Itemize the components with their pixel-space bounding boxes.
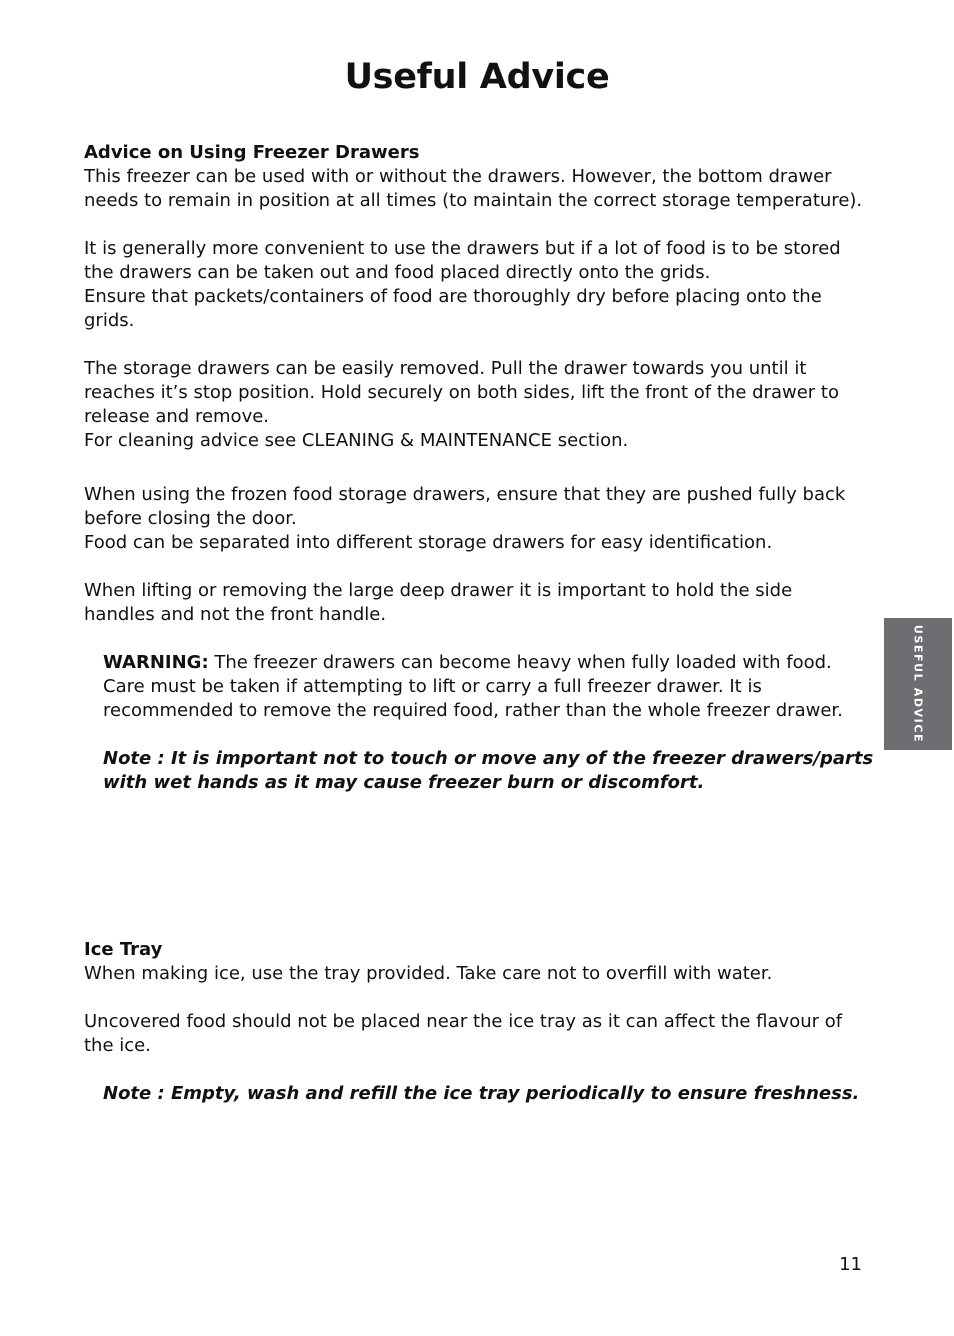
paragraph-line: Uncovered food should not be placed near the ice tray as it can affect the flavour of — [84, 1011, 843, 1032]
page-title: Useful Advice — [344, 57, 610, 97]
paragraph-line: release and remove. — [84, 406, 270, 427]
paragraph-line: When making ice, use the tray provided. Take care not to overfill with water. — [84, 963, 773, 984]
drawers-intro — [84, 141, 874, 213]
drawers-paragraph-4 — [84, 483, 874, 555]
drawers-paragraph-3 — [84, 357, 874, 453]
section-heading-freezer-drawers: Advice on Using Freezer Drawers — [84, 142, 420, 163]
ice-tray-intro — [84, 938, 874, 986]
paragraph-line: reaches it’s stop position. Hold securely on both sides, lift the front of the drawer to — [84, 382, 839, 403]
warning-line: Care must be taken if attempting to lift or carry a full freezer drawer. It is — [103, 676, 762, 697]
drawers-note — [103, 747, 873, 795]
paragraph-line: This freezer can be used with or without the drawers. However, the bottom drawer — [84, 166, 832, 187]
note-line: Note : Empty, wash and refill the ice tray periodically to ensure freshness. — [103, 1083, 860, 1104]
section-heading-ice-tray: Ice Tray — [84, 939, 163, 960]
side-tab-label: USEFUL ADVICE — [911, 624, 925, 744]
paragraph-line: It is generally more convenient to use the drawers but if a lot of food is to be stored — [84, 238, 841, 259]
paragraph-line: The storage drawers can be easily removed. Pull the drawer towards you until it — [84, 358, 807, 379]
paragraph-line: For cleaning advice see CLEANING & MAINTENANCE section. — [84, 430, 629, 451]
paragraph-line: handles and not the front handle. — [84, 604, 387, 625]
drawers-paragraph-5 — [84, 579, 874, 627]
warning-text: The freezer drawers can become heavy when fully loaded with food. — [208, 652, 832, 673]
paragraph-line: When using the frozen food storage drawers, ensure that they are pushed fully back — [84, 484, 846, 505]
warning-line — [103, 651, 873, 675]
warning-label: WARNING: — [103, 652, 209, 673]
paragraph-line: the ice. — [84, 1035, 151, 1056]
drawers-paragraph-2 — [84, 237, 874, 333]
paragraph-line: Food can be separated into different storage drawers for easy identification. — [84, 532, 773, 553]
paragraph-line: When lifting or removing the large deep drawer it is important to hold the side — [84, 580, 793, 601]
paragraph-line: Ensure that packets/containers of food are thoroughly dry before placing onto the — [84, 286, 822, 307]
ice-tray-paragraph-2 — [84, 1010, 874, 1058]
paragraph-line: grids. — [84, 310, 135, 331]
section-side-tab — [884, 618, 952, 750]
paragraph-line: before closing the door. — [84, 508, 297, 529]
paragraph-line: the drawers can be taken out and food placed directly onto the grids. — [84, 262, 711, 283]
ice-tray-note — [103, 1082, 873, 1106]
warning-block — [103, 651, 873, 723]
note-line: Note : It is important not to touch or move any of the freezer drawers/parts — [103, 748, 874, 769]
warning-line: recommended to remove the required food, rather than the whole freezer drawer. — [103, 700, 843, 721]
paragraph-line: needs to remain in position at all times (to maintain the correct storage temperature). — [84, 190, 863, 211]
page-number: 11 — [839, 1254, 862, 1275]
note-line: with wet hands as it may cause freezer burn or discomfort. — [103, 772, 705, 793]
